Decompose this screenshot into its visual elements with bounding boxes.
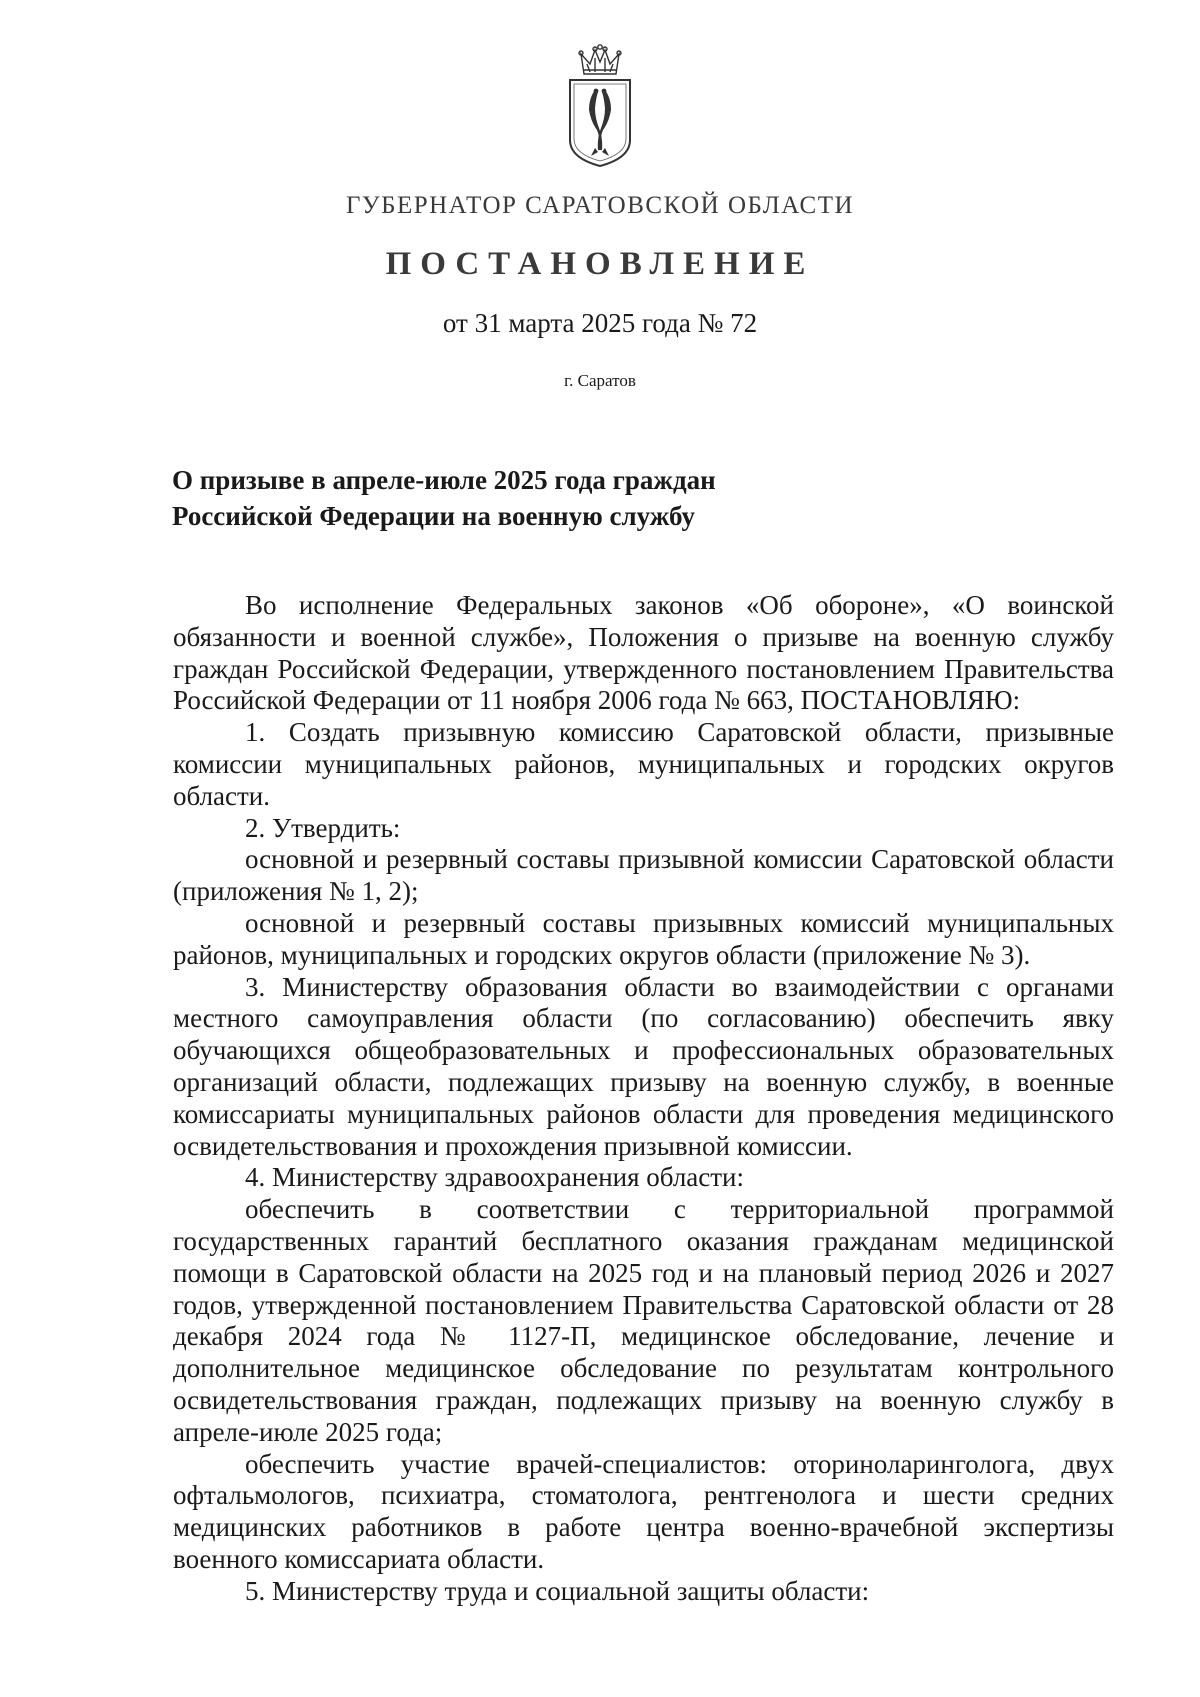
- paragraph-preamble: Во исполнение Федеральных законов «Об обороне», «О воинской обязанности и военной службе», Положения о призыве на военную службу граждан Российской Федерации, утвержденного постановлением Правительства Российской Федерации от 11 ноября 2006 года № 663, ПОСТАНОВЛЯЮ:: [173, 590, 1114, 716]
- document-body: [173, 590, 1114, 1608]
- document-date-number: от 31 марта 2025 года № 72: [442, 308, 758, 338]
- paragraph-item-4-sub-2: обеспечить участие врачей-специалистов: оториноларинголога, двух офтальмологов, психиатра, стоматолога, рентгенолога и шести средних медицинских работников в работе центра военно-врачебной экспертизы военного комиссариата области.: [173, 1448, 1114, 1574]
- paragraph-item-1: 1. Создать призывную комиссию Саратовской области, призывные комиссии муниципальных районов, муниципальных и городских округов области.: [173, 717, 1114, 811]
- saratov-coat-of-arms-icon: [565, 44, 635, 168]
- paragraph-item-3: 3. Министерству образования области во взаимодействии с органами местного самоуправления области (по согласованию) обеспечить явку обучающихся общеобразовательных и профессиональных образовательных организаций области, подлежащих призыву на военную службу, в военные комиссариаты муниципальных районов области для проведения медицинского освидетельствования и прохождения призывной комиссии.: [173, 971, 1114, 1161]
- document-title: [172, 462, 872, 534]
- document-place: г. Саратов: [564, 371, 636, 390]
- paragraph-item-2: 2. Утвердить:: [245, 812, 401, 843]
- paragraph-item-4: 4. Министерству здравоохранения области:: [245, 1162, 745, 1193]
- issuer-name: ГУБЕРНАТОР САРАТОВСКОЙ ОБЛАСТИ: [345, 192, 855, 219]
- paragraph-item-4-sub-1: обеспечить в соответствии с территориальной программой государственных гарантий бесплатного оказания гражданам медицинской помощи в Саратовской области на 2025 год и на плановый период 2026 и 2027 годов, утвержденной постановлением Правительства Саратовской области от 28 декабря 2024 года № 1127-П, медицинское обследование, лечение и дополнительное медицинское обследование по результатам контрольного освидетельствования граждан, подлежащих призыву на военную службу в апреле-июле 2025 года;: [173, 1194, 1114, 1447]
- paragraph-item-5: 5. Министерству труда и социальной защиты области:: [245, 1575, 870, 1606]
- document-type: ПОСТАНОВЛЕНИЕ: [385, 246, 815, 282]
- paragraph-item-2-sub-1: основной и резервный составы призывной комиссии Саратовской области (приложения № 1, 2);: [173, 844, 1114, 907]
- paragraph-item-2-sub-2: основной и резервный составы призывных комиссий муниципальных районов, муниципальных и городских округов области (приложение № 3).: [173, 907, 1114, 970]
- title-line-1: О призыве в апреле-июле 2025 года граждан: [172, 465, 716, 495]
- title-line-2: Российской Федерации на военную службу: [172, 501, 695, 531]
